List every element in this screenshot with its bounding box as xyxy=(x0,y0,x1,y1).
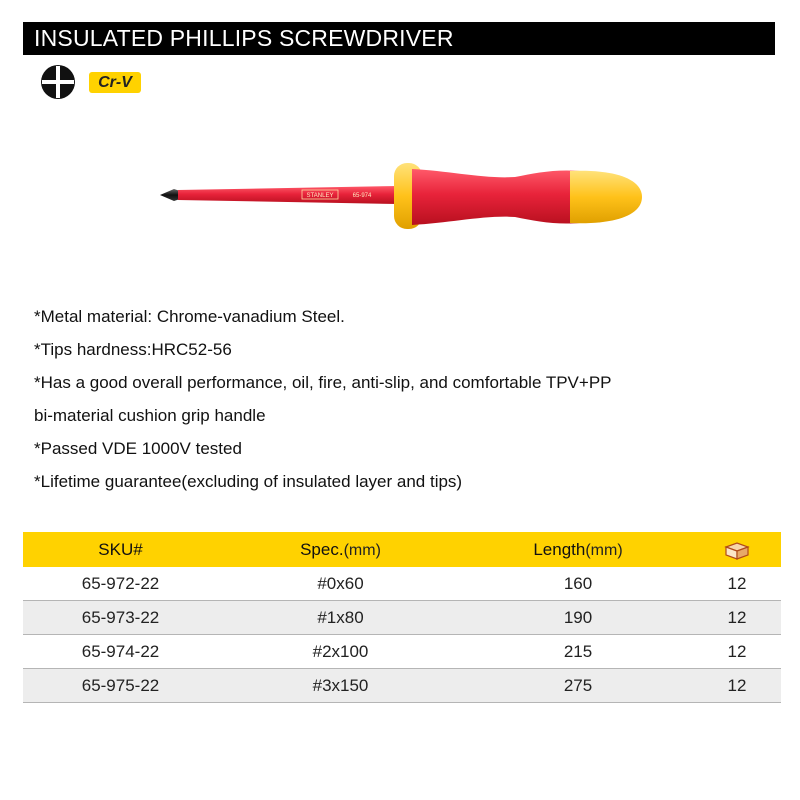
cell-length: 275 xyxy=(463,669,693,703)
model-mark-text: 65-974 xyxy=(352,193,372,199)
feature-list xyxy=(34,300,774,498)
table-row xyxy=(23,601,781,635)
cell-length: 190 xyxy=(463,601,693,635)
feature-item: *Lifetime guarantee(excluding of insulated layer and tips) xyxy=(34,472,463,491)
cell-length: 160 xyxy=(463,567,693,601)
feature-item: *Passed VDE 1000V tested xyxy=(34,439,242,458)
brand-mark-text: STANLEY xyxy=(306,193,334,199)
feature-item: *Metal material: Chrome-vanadium Steel. xyxy=(34,307,345,326)
cell-spec: #0x60 xyxy=(218,567,463,601)
feature-item: *Tips hardness:HRC52-56 xyxy=(34,340,232,359)
cr-v-badge: Cr-V xyxy=(89,72,141,93)
cell-length: 215 xyxy=(463,635,693,669)
table-row xyxy=(23,669,781,703)
cell-spec: #1x80 xyxy=(218,601,463,635)
header-quantity xyxy=(693,532,781,567)
cell-quantity: 12 xyxy=(693,601,781,635)
cell-quantity: 12 xyxy=(693,567,781,601)
cell-quantity: 12 xyxy=(693,635,781,669)
table-row xyxy=(23,567,781,601)
table-header-row xyxy=(23,532,781,567)
cell-spec: #3x150 xyxy=(218,669,463,703)
header-sku: SKU# xyxy=(23,532,218,567)
spec-table xyxy=(23,532,781,703)
cell-spec: #2x100 xyxy=(218,635,463,669)
header-length: Length(mm) xyxy=(463,532,693,567)
cell-quantity: 12 xyxy=(693,669,781,703)
feature-item: bi-material cushion grip handle xyxy=(34,406,266,425)
phillips-cross-icon xyxy=(40,64,76,100)
cell-sku: 65-974-22 xyxy=(23,635,218,669)
cell-sku: 65-972-22 xyxy=(23,567,218,601)
box-icon xyxy=(723,540,751,560)
table-row xyxy=(23,635,781,669)
cell-sku: 65-975-22 xyxy=(23,669,218,703)
header-spec: Spec.(mm) xyxy=(218,532,463,567)
feature-item: *Has a good overall performance, oil, fire, anti-slip, and comfortable TPV+PP xyxy=(34,373,612,392)
cell-sku: 65-973-22 xyxy=(23,601,218,635)
screwdriver-image xyxy=(150,155,660,245)
page-title: INSULATED PHILLIPS SCREWDRIVER xyxy=(23,22,775,55)
